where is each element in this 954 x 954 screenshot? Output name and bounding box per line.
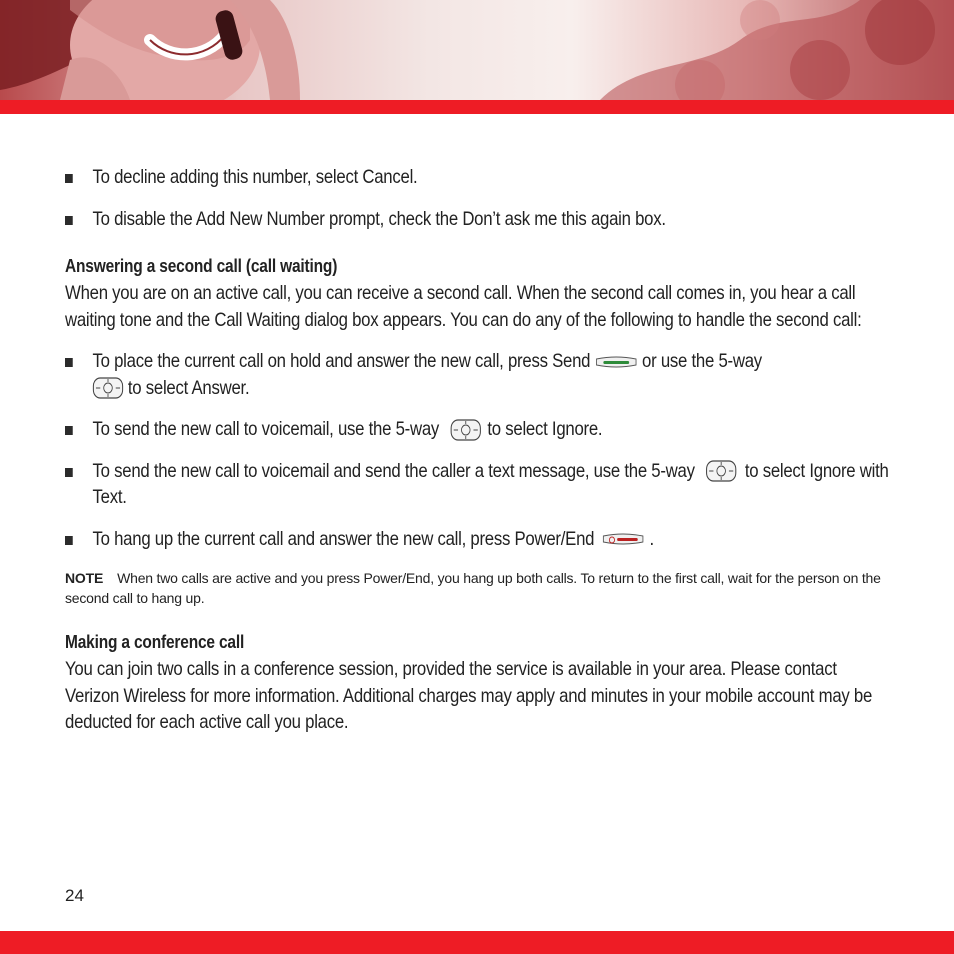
header-banner bbox=[0, 0, 954, 100]
bullet-icon bbox=[65, 216, 73, 225]
list-item bbox=[65, 206, 895, 233]
list-item-text: To send the new call to voicemail, use the 5-way bbox=[92, 418, 440, 440]
list-item bbox=[65, 526, 895, 553]
list-item bbox=[65, 164, 895, 191]
list-item-text: To disable the Add New Number prompt, check the Don’t ask me this again box. bbox=[92, 207, 666, 230]
bullet-icon bbox=[65, 174, 73, 183]
bottom-accent-bar bbox=[0, 931, 954, 954]
paragraph: You can join two calls in a conference session, provided the service is available in your area. Please contact Verizon Wireless for more information. Additional charges may apply and minutes in your mobile account may be deducted for each active call you place. bbox=[65, 658, 873, 733]
list-item-text: to select Ignore with Text. bbox=[92, 459, 889, 508]
send-key-icon bbox=[595, 354, 638, 370]
list-item-text: . bbox=[649, 527, 654, 550]
list-item bbox=[65, 458, 895, 511]
bullet-icon bbox=[65, 426, 73, 435]
page-number: 24 bbox=[65, 886, 84, 905]
list-item-text: to select Ignore. bbox=[487, 418, 603, 440]
list-item-text: To decline adding this number, select Cancel. bbox=[92, 166, 418, 188]
list-item-text: To place the current call on hold and answer the new call, press Send bbox=[92, 350, 591, 372]
note bbox=[65, 568, 895, 608]
page-content bbox=[65, 164, 895, 736]
paragraph: When you are on an active call, you can receive a second call. When the second call comes in, you hear a call waiting tone and the Call Waiting dialog box appears. You can do any of the following to handle the second call: bbox=[65, 282, 862, 331]
woman-on-phone-photo-icon bbox=[0, 0, 954, 100]
note-text: When two calls are active and you press Power/End, you hang up both calls. To return to the first call, wait for the person on the second call to hang up. bbox=[65, 570, 881, 606]
list-item-text: To send the new call to voicemail and send the caller a text message, use the 5-way bbox=[92, 459, 695, 482]
bullet-icon bbox=[65, 536, 73, 545]
list-item-text: to select Answer. bbox=[127, 376, 250, 399]
five-way-navigator-icon bbox=[706, 460, 737, 482]
power-end-key-icon bbox=[602, 531, 645, 547]
bullet-icon bbox=[65, 358, 73, 367]
bullet-icon bbox=[65, 468, 73, 477]
top-accent-bar bbox=[0, 100, 954, 114]
section-heading: Making a conference call bbox=[65, 632, 245, 652]
note-label: NOTE bbox=[65, 570, 104, 586]
list-item bbox=[65, 416, 895, 443]
list-item-text: or use the 5-way bbox=[642, 350, 762, 372]
section-heading: Answering a second call (call waiting) bbox=[65, 256, 338, 276]
five-way-navigator-icon bbox=[93, 377, 124, 399]
five-way-navigator-icon bbox=[450, 419, 481, 441]
list-item-text: To hang up the current call and answer the new call, press Power/End bbox=[92, 527, 595, 550]
list-item bbox=[65, 348, 895, 401]
